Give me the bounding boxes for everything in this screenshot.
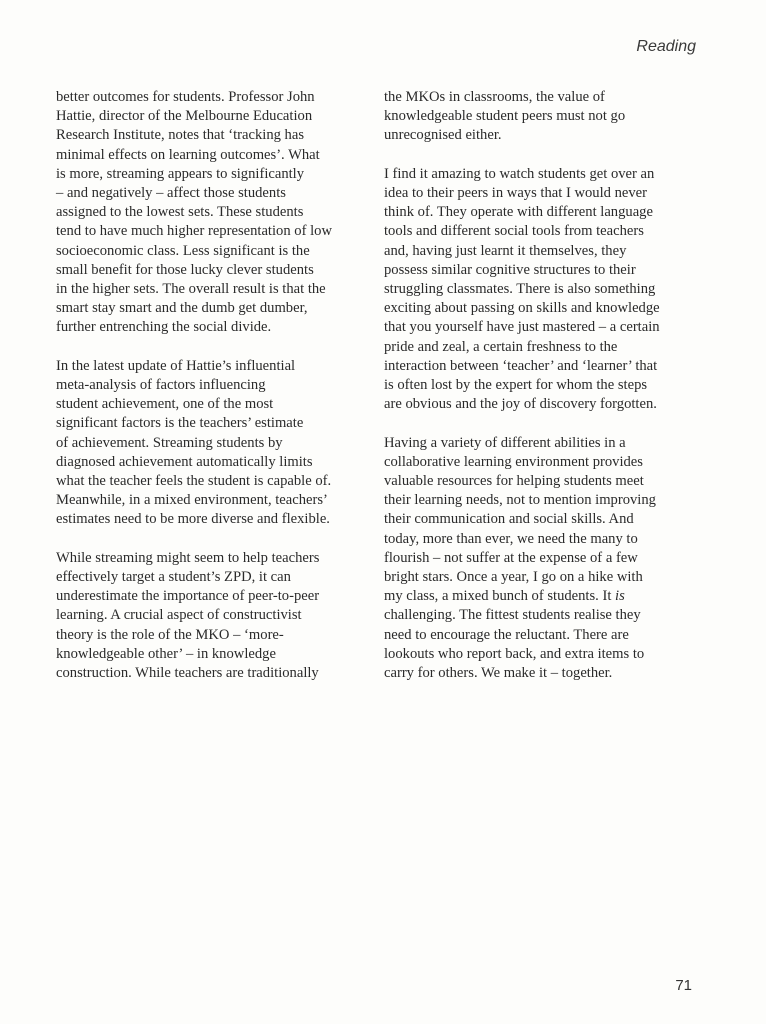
left-column bbox=[56, 88, 368, 683]
text-line: that you yourself have just mastered – a certain bbox=[384, 319, 660, 336]
text-line: pride and zeal, a certain freshness to the bbox=[384, 338, 618, 355]
text-line: construction. While teachers are traditionally bbox=[56, 665, 319, 682]
text-line: my class, a mixed bunch of students. It is bbox=[384, 588, 625, 605]
text-line: lookouts who report back, and extra items to bbox=[384, 645, 645, 662]
text-line: their communication and social skills. And bbox=[384, 511, 634, 528]
text-line: bright stars. Once a year, I go on a hike with bbox=[384, 569, 643, 586]
text-line: socioeconomic class. Less significant is the bbox=[56, 242, 310, 259]
text-line: underestimate the importance of peer-to-peer bbox=[56, 588, 320, 605]
text-line: Meanwhile, in a mixed environment, teachers’ bbox=[56, 492, 328, 509]
text-line: challenging. The fittest students realise they bbox=[384, 607, 641, 624]
text-line: unrecognised either. bbox=[384, 127, 502, 144]
text-line: smart stay smart and the dumb get dumber, bbox=[56, 300, 308, 317]
text-line: Research Institute, notes that ‘tracking has bbox=[56, 127, 305, 144]
text-line: further entrenching the social divide. bbox=[56, 319, 272, 336]
paragraph-break bbox=[384, 146, 696, 165]
text-line: flourish – not suffer at the expense of a few bbox=[384, 549, 638, 566]
right-column bbox=[384, 88, 696, 683]
text-line: knowledgeable student peers must not go bbox=[384, 108, 626, 125]
text-line: interaction between ‘teacher’ and ‘learner’ that bbox=[384, 357, 658, 374]
text-line: and, having just learnt it themselves, they bbox=[384, 242, 627, 259]
text-line: minimal effects on learning outcomes’. What bbox=[56, 146, 320, 163]
text-line: small benefit for those lucky clever students bbox=[56, 261, 314, 278]
text-line: better outcomes for students. Professor John bbox=[56, 89, 315, 105]
text-line: carry for others. We make it – together. bbox=[384, 665, 613, 682]
text-line: student achievement, one of the most bbox=[56, 396, 274, 413]
text-line: meta-analysis of factors influencing bbox=[56, 377, 266, 394]
text-line: I find it amazing to watch students get over an bbox=[384, 165, 655, 182]
page-number: 71 bbox=[675, 977, 692, 994]
text-line: think of. They operate with different language bbox=[384, 204, 653, 221]
text-line: are obvious and the joy of discovery forgotten. bbox=[384, 396, 657, 413]
text-line: is more, streaming appears to significantly bbox=[56, 165, 305, 182]
text-line: need to encourage the reluctant. There are bbox=[384, 626, 629, 643]
text-line: valuable resources for helping students meet bbox=[384, 473, 644, 490]
text-line: assigned to the lowest sets. These students bbox=[56, 204, 304, 221]
text-line: collaborative learning environment provides bbox=[384, 453, 643, 470]
text-line: Having a variety of different abilities in a bbox=[384, 434, 626, 451]
text-line: learning. A crucial aspect of constructivist bbox=[56, 607, 302, 624]
text-line: struggling classmates. There is also something bbox=[384, 281, 656, 298]
text-line: In the latest update of Hattie’s influential bbox=[56, 357, 296, 374]
text-line: in the higher sets. The overall result is that the bbox=[56, 281, 326, 298]
text-line: – and negatively – affect those students bbox=[56, 185, 286, 202]
text-line: exciting about passing on skills and knowledge bbox=[384, 300, 660, 317]
text-line: diagnosed achievement automatically limits bbox=[56, 453, 313, 470]
text-line: tend to have much higher representation of low bbox=[56, 223, 332, 240]
text-line: possess similar cognitive structures to their bbox=[384, 261, 636, 278]
text-line: theory is the role of the MKO – ‘more- bbox=[56, 626, 284, 643]
text-line: today, more than ever, we need the many to bbox=[384, 530, 638, 547]
text-line: tools and different social tools from teachers bbox=[384, 223, 644, 240]
text-line: what the teacher feels the student is capable of. bbox=[56, 473, 332, 490]
text-line: estimates need to be more diverse and flexible. bbox=[56, 511, 330, 528]
text-line: effectively target a student’s ZPD, it can bbox=[56, 569, 291, 586]
text-line: significant factors is the teachers’ estimate bbox=[56, 415, 304, 432]
paragraph-break bbox=[56, 338, 368, 357]
text-line: the MKOs in classrooms, the value of bbox=[384, 89, 605, 105]
text-line: idea to their peers in ways that I would never bbox=[384, 185, 648, 201]
running-head: Reading bbox=[636, 38, 696, 55]
paragraph-break bbox=[56, 530, 368, 549]
text-line: their learning needs, not to mention improving bbox=[384, 492, 656, 509]
text-line: is often lost by the expert for whom the steps bbox=[384, 377, 648, 394]
text-line: While streaming might seem to help teachers bbox=[56, 549, 320, 566]
text-line: knowledgeable other’ – in knowledge bbox=[56, 645, 276, 662]
text-line: Hattie, director of the Melbourne Education bbox=[56, 108, 313, 125]
text-line: of achievement. Streaming students by bbox=[56, 434, 283, 451]
paragraph-break bbox=[384, 414, 696, 433]
